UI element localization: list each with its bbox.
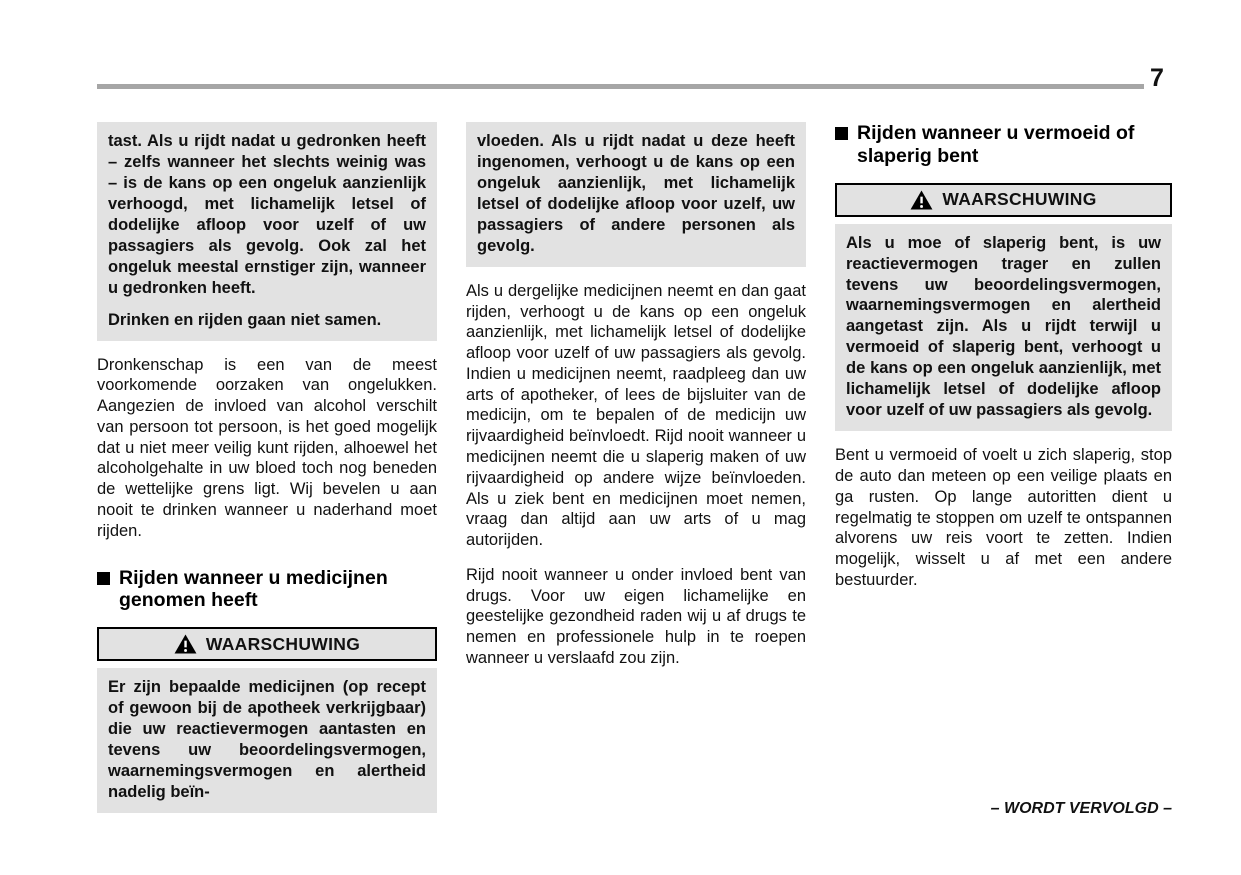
section-heading-text: Rijden wanneer u vermoeid of slaperig bent (857, 122, 1135, 167)
warning-triangle-icon (174, 634, 197, 654)
body-paragraph: Als u dergelijke medicijnen neemt en dan gaat rijden, verhoogt u de kans op een ongeluk aanzienlijk, met lichamelijk letsel of dodelijke afloop voor uzelf of uw passagiers als gevolg. Indien u medicijnen neemt, raadpleeg dan uw arts of apotheker, of lees de bijsluiter van de medicijn, om te bepalen of de medicijn uw rijvaardigheid beïnvloedt. Rijd nooit wanneer u medicijnen neemt die u slaperig maken of uw rijvaardigheid op andere wijze beïnvloeden. Als u ziek bent en medicijnen moet nemen, vraag dan altijd aan uw arts of u mag autorijden. (466, 281, 806, 550)
section-heading (835, 122, 1172, 168)
section-square-marker (97, 572, 110, 585)
warning-label: WAARSCHUWING (205, 633, 361, 654)
warning-continuation-box (97, 122, 437, 341)
warning-body-text: Drinken en rijden gaan niet samen. (108, 310, 382, 329)
warning-body-text: Er zijn bepaalde medicijnen (op recept of gewoon bij de apotheek verkrijgbaar) die uw reactievermogen aantasten en tevens uw beoordelingsvermogen, waarnemingsvermogen en alertheid nadelig beïn- (108, 678, 426, 801)
warning-triangle-icon (910, 190, 933, 210)
body-paragraph: Rijd nooit wanneer u onder invloed bent van drugs. Voor uw eigen lichamelijke en geestelijke gezondheid raden wij u af drugs te nemen en professionele hulp in te roepen wanneer u verslaafd zou zijn. (466, 565, 806, 667)
warning-continuation-box (466, 122, 806, 267)
section-heading (97, 567, 437, 613)
continuation-note: – WORDT VERVOLGD – (990, 800, 1172, 817)
page-number: 7 (1150, 64, 1164, 92)
body-paragraph: Dronkenschap is een van de meest voorkomende oorzaken van ongelukken. Aangezien de invloed van alcohol verschilt van persoon tot persoon, is het goed mogelijk dat u niet meer veilig kunt rijden, alhoewel het alcoholgehalte in uw bloed toch nog beneden de wettelijke grens ligt. Wij bevelen u aan nooit te drinken wanneer u naderhand moet rijden. (97, 355, 437, 540)
warning-body-box (835, 224, 1172, 432)
section-square-marker (835, 127, 848, 140)
warning-body-box (97, 668, 437, 813)
warning-body-text: tast. Als u rijdt nadat u gedronken heeft – zelfs wanneer het slechts weinig was – is de kans op een ongeluk aanzienlijk verhoogd, met lichamelijk letsel of dodelijke afloop voor uzelf of uw passagiers als gevolg. Ook zal het ongeluk meestal ernstiger zijn, wanneer u gedronken heeft. (108, 132, 426, 297)
warning-label: WAARSCHUWING (942, 189, 1097, 210)
warning-body-text: vloeden. Als u rijdt nadat u deze heeft ingenomen, verhoogt u de kans op een ongeluk aanzienlijk, met lichamelijk letsel of dodelijke afloop voor uzelf, uw passagiers of andere personen als gevolg. (477, 132, 795, 255)
warning-header (835, 183, 1172, 217)
section-heading-text: Rijden wanneer u medicijnen genomen heeft (119, 566, 388, 612)
column-right (835, 122, 1172, 813)
column-left (97, 122, 437, 813)
warning-body-text: Als u moe of slaperig bent, is uw reactievermogen trager en zullen tevens uw beoordelingsvermogen, waarnemingsvermogen en alertheid aangetast zijn. Als u rijdt terwijl u vermoeid of slaperig bent, verhoogt u de kans op een ongeluk aanzienlijk, met lichamelijk letsel of dodelijke afloop voor uzelf of uw passagiers als gevolg. (846, 233, 1161, 420)
warning-header (97, 627, 437, 661)
column-middle (466, 122, 806, 813)
body-paragraph: Bent u vermoeid of voelt u zich slaperig, stop de auto dan meteen op een veilige plaats en ga rusten. Op lange autoritten dient u regelmatig te stoppen om uzelf te ontspannen alvorens uw reis voort te zetten. Indien mogelijk, wisselt u af met een andere bestuurder. (835, 446, 1172, 589)
content-columns (97, 122, 1172, 813)
header-rule (97, 84, 1144, 89)
